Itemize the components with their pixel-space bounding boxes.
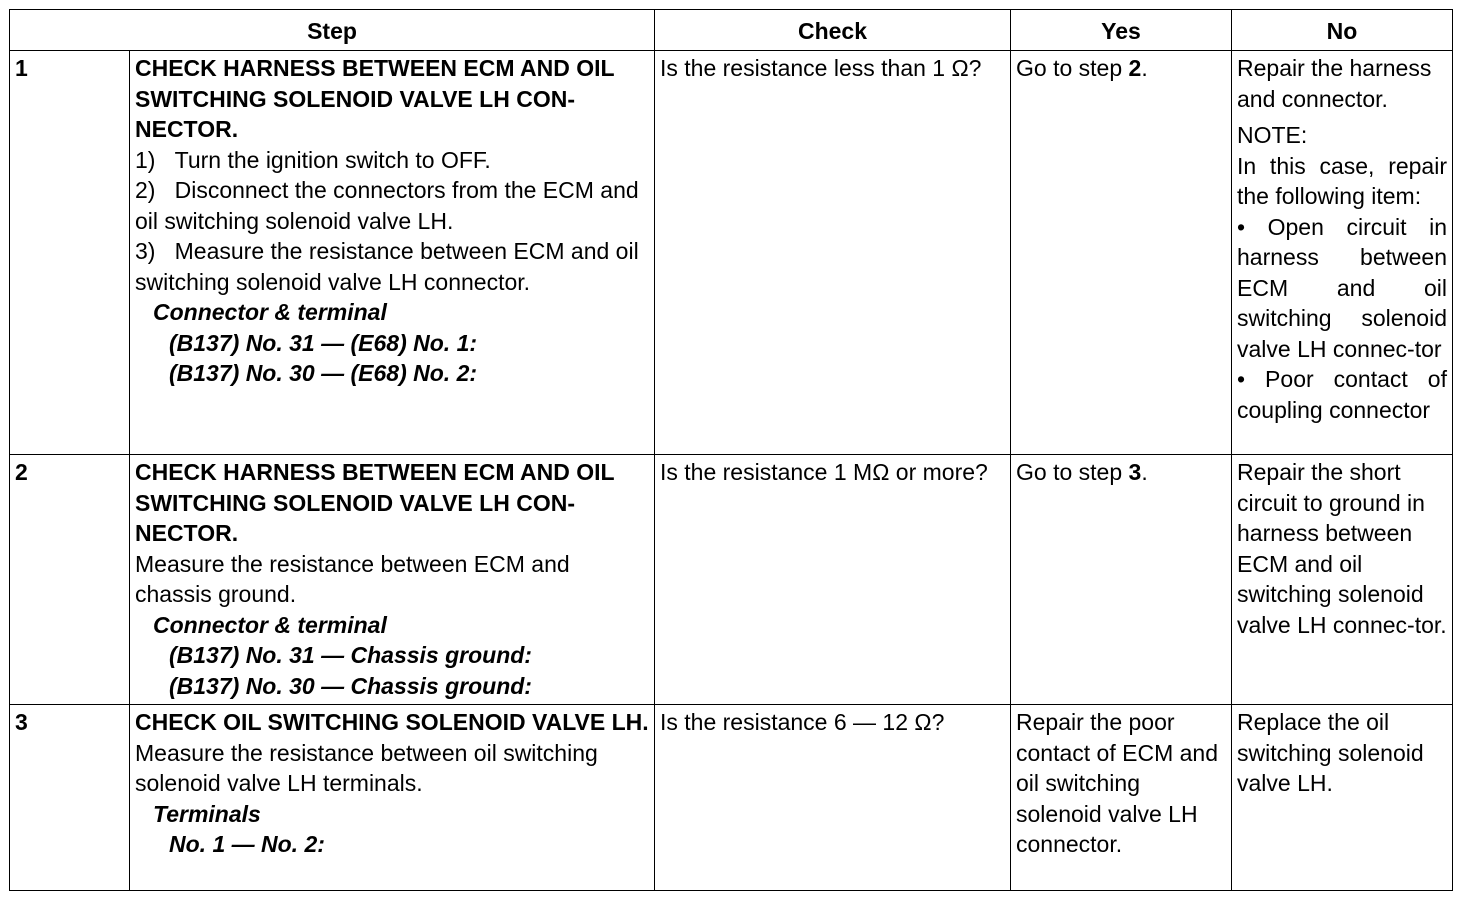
step-title: CHECK OIL SWITCHING SOLENOID VALVE LH. [135,709,649,735]
yes-suffix: . [1141,459,1148,485]
yes-text: Go to step [1016,55,1129,81]
spec-line: No. 1 — No. 2: [169,831,325,857]
substep: 3) Measure the resistance between ECM and oil switching solenoid valve LH connector. [135,238,639,295]
note-item: • Poor contact of coupling connector [1237,366,1447,423]
substep: 1) Turn the ignition switch to OFF. [135,146,491,173]
yes-suffix: . [1141,55,1148,81]
header-yes: Yes [1011,10,1232,51]
table-row [10,455,1453,705]
step-description: Measure the resistance between ECM and chassis ground. [135,550,570,607]
note-item: • Open circuit in harness between ECM and oil switching solenoid valve LH connec-tor [1237,213,1447,362]
yes-text: Go to step [1016,459,1129,485]
spec-line: (B137) No. 30 — (E68) No. 2: [169,360,478,386]
spec-heading: Terminals [153,800,261,827]
step-cell [130,455,655,705]
header-step: Step [10,10,655,51]
yes-step-ref: 2 [1128,55,1142,81]
spec-heading: Connector & terminal [153,611,387,638]
yes-step-ref: 3 [1128,459,1142,485]
no-cell: Repair the short circuit to ground in harness between ECM and oil switching solenoid valve LH connec-tor. [1232,455,1453,705]
diagnostic-table [9,9,1453,891]
no-text: Repair the harness and connector. [1237,55,1432,112]
no-cell [1232,51,1453,455]
spec-line: (B137) No. 30 — Chassis ground: [169,672,532,699]
step-number: 3 [10,705,130,891]
table-row [10,705,1453,891]
step-title: CHECK HARNESS BETWEEN ECM AND OIL SWITCHING SOLENOID VALVE LH CON-NECTOR. [135,459,615,546]
yes-cell [1011,51,1232,455]
check-cell: Is the resistance less than 1 Ω? [655,51,1011,455]
spec-line: (B137) No. 31 — (E68) No. 1: [169,329,478,356]
spec-heading: Connector & terminal [153,299,387,325]
no-cell: Replace the oil switching solenoid valve LH. [1232,705,1453,891]
step-number: 1 [10,51,130,455]
note-intro: In this case, repair the following item: [1237,152,1447,209]
substep: 2) Disconnect the connectors from the ECM and oil switching solenoid valve LH. [135,177,639,234]
step-number: 2 [10,455,130,705]
step-description: Measure the resistance between oil switching solenoid valve LH terminals. [135,739,598,796]
step-title: CHECK HARNESS BETWEEN ECM AND OIL SWITCHING SOLENOID VALVE LH CON-NECTOR. [135,55,615,142]
yes-cell: Repair the poor contact of ECM and oil switching solenoid valve LH connector. [1011,705,1232,891]
header-row [10,10,1453,51]
note-label: NOTE: [1237,122,1308,148]
header-no: No [1232,10,1453,51]
spec-line: (B137) No. 31 — Chassis ground: [169,642,532,668]
step-cell [130,705,655,891]
header-check: Check [655,10,1011,51]
check-cell: Is the resistance 6 — 12 Ω? [655,705,1011,891]
yes-cell [1011,455,1232,705]
check-cell: Is the resistance 1 MΩ or more? [655,455,1011,705]
table-row [10,51,1453,455]
step-cell [130,51,655,455]
